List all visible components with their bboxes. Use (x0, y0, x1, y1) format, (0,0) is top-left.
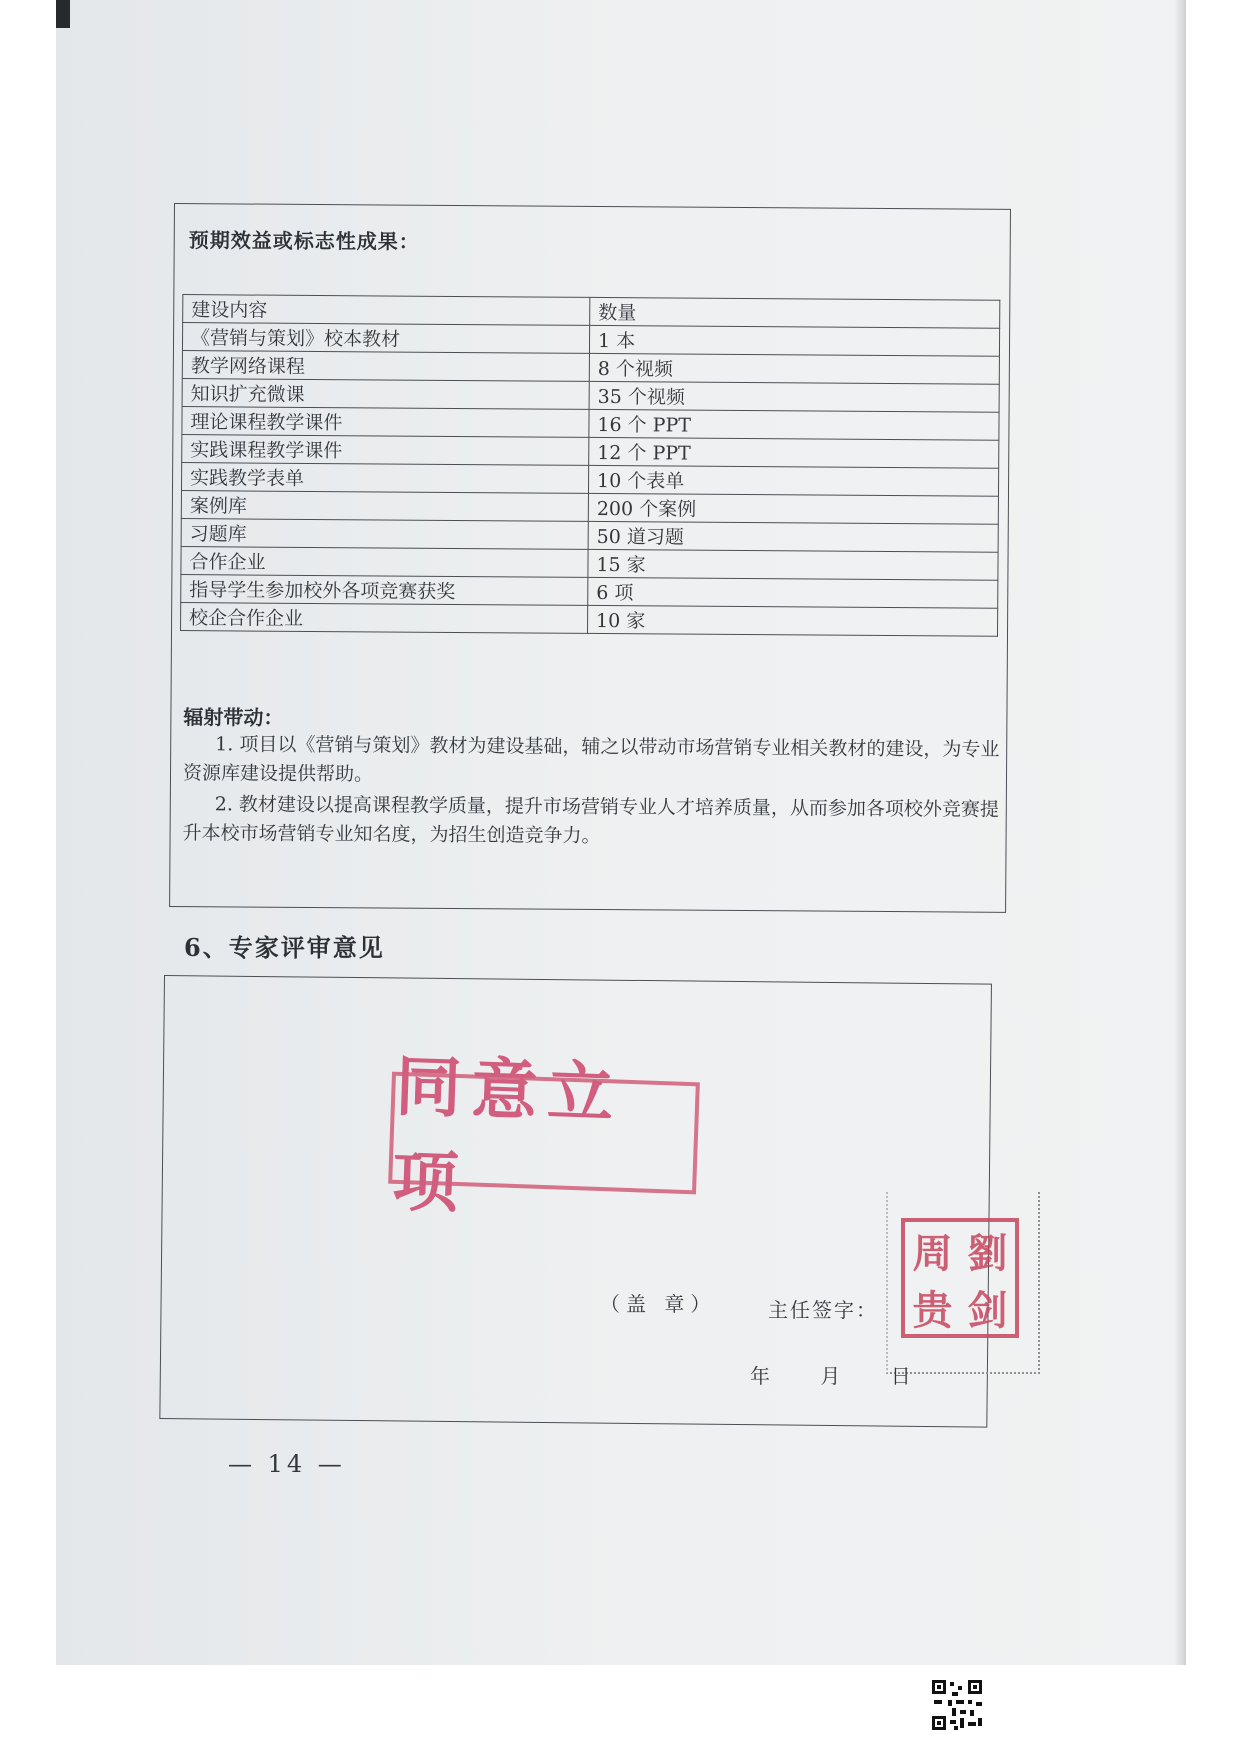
seal-char: 贵 (912, 1287, 953, 1334)
table-cell-content: 《营销与策划》校本教材 (182, 323, 589, 354)
table-header-quantity: 数量 (590, 297, 1000, 328)
document-photo (56, 0, 1186, 1665)
table-cell-quantity: 12 个 PPT (589, 437, 999, 468)
radiation-paragraph-2: 2. 教材建设以提高课程教学质量，提升市场营销专业人才培养质量，从而参加各项校外竞赛提升本校市场营销专业知名度，为招生创造竞争力。 (182, 793, 1000, 847)
approval-stamp: 同意立项 (388, 1072, 700, 1195)
table-header-content: 建设内容 (183, 295, 590, 326)
seal-char: 周 (912, 1230, 953, 1277)
table-cell-content: 教学网络课程 (182, 351, 589, 382)
radiation-title: 辐射带动： (183, 705, 284, 730)
table-cell-quantity: 16 个 PPT (589, 409, 999, 440)
table-cell-content: 校企合作企业 (181, 603, 588, 634)
seal-char: 劉 (967, 1230, 1008, 1277)
personal-seal (901, 1218, 1019, 1338)
date-year: 年 (750, 1364, 770, 1388)
seal-char: 剑 (967, 1287, 1008, 1334)
table-cell-content: 案例库 (181, 491, 588, 522)
table-cell-content: 知识扩充微课 (182, 379, 589, 410)
edge-shadow (1174, 0, 1186, 1665)
table-cell-quantity: 200 个案例 (588, 493, 998, 524)
expected-results-title: 预期效益或标志性成果： (188, 228, 420, 254)
results-table (180, 294, 1000, 637)
table-cell-quantity: 10 个表单 (588, 465, 998, 496)
table-cell-content: 实践课程教学课件 (182, 435, 589, 466)
director-signature-label: 主任签字： (768, 1298, 878, 1322)
table-cell-content: 实践教学表单 (181, 463, 588, 494)
table-cell-content: 指导学生参加校外各项竞赛获奖 (181, 575, 588, 606)
table-cell-quantity: 6 项 (588, 577, 998, 608)
table-row (181, 603, 998, 637)
date-day: 日 (890, 1364, 911, 1388)
page-number: — 14 — (228, 1450, 346, 1478)
table-cell-quantity: 1 本 (589, 325, 999, 356)
table-cell-content: 理论课程教学课件 (182, 407, 589, 438)
date-line (750, 1360, 911, 1389)
background-shadow (56, 0, 70, 28)
table-cell-quantity: 15 家 (588, 549, 998, 580)
table-cell-content: 习题库 (181, 519, 588, 550)
radiation-paragraph-1: 1. 项目以《营销与策划》教材为建设基础，辅之以带动市场营销专业相关教材的建设，为专业资源库建设提供帮助。 (182, 733, 1000, 786)
qr-code-icon (930, 1678, 984, 1732)
table-cell-quantity: 35 个视频 (589, 381, 999, 412)
expected-results-box (169, 203, 1011, 913)
table-cell-content: 合作企业 (181, 547, 588, 578)
table-cell-quantity: 8 个视频 (589, 353, 999, 384)
expert-review-heading: 6、专家评审意见 (184, 933, 385, 962)
table-cell-quantity: 10 家 (588, 605, 998, 636)
table-cell-quantity: 50 道习题 (588, 521, 998, 552)
date-month: 月 (820, 1364, 841, 1388)
seal-label: （盖 章） (600, 1292, 717, 1316)
